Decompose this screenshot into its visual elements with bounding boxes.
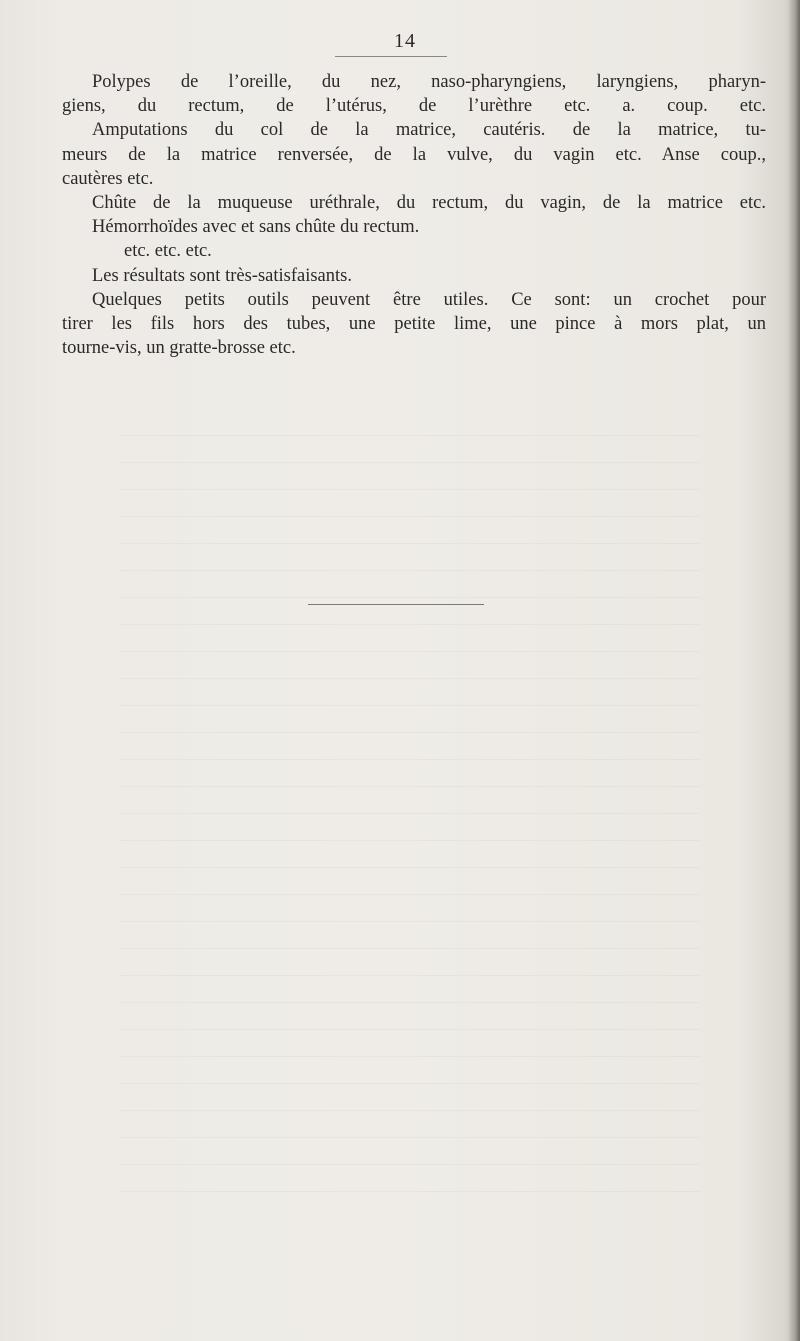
page-number: 14	[394, 30, 416, 52]
text-line: Quelques petits outils peuvent être utiles. Ce sont: un crochet pour	[92, 289, 766, 310]
text-line: Polypes de l’oreille, du nez, naso-pharyngiens, laryngiens, pharyn-	[92, 72, 766, 92]
bleed-through-texture	[120, 430, 700, 1210]
text-line: meurs de la matrice renversée, de la vulve, du vagin etc. Anse coup.,	[62, 144, 766, 165]
text-line: etc. etc. etc.	[124, 241, 212, 262]
section-rule	[308, 604, 484, 605]
text-line: Amputations du col de la matrice, cautéris. de la matrice, tu-	[92, 120, 766, 141]
text-line: cautères etc.	[62, 168, 154, 189]
text-line: giens, du rectum, de l’utérus, de l’urèthre etc. a. coup. etc.	[62, 96, 766, 117]
header-rule	[335, 56, 447, 57]
text-line: tirer les fils hors des tubes, une petite lime, une pince à mors plat, un	[62, 313, 766, 334]
body-text	[62, 70, 766, 360]
page-edge-shadow	[788, 0, 800, 1341]
text-line: Chûte de la muqueuse uréthrale, du rectum, du vagin, de la matrice etc.	[92, 192, 766, 213]
text-line: Les résultats sont très-satisfaisants.	[92, 265, 352, 286]
text-line: Hémorrhoïdes avec et sans chûte du rectum.	[92, 217, 420, 238]
text-line: tourne-vis, un gratte-brosse etc.	[62, 338, 296, 359]
